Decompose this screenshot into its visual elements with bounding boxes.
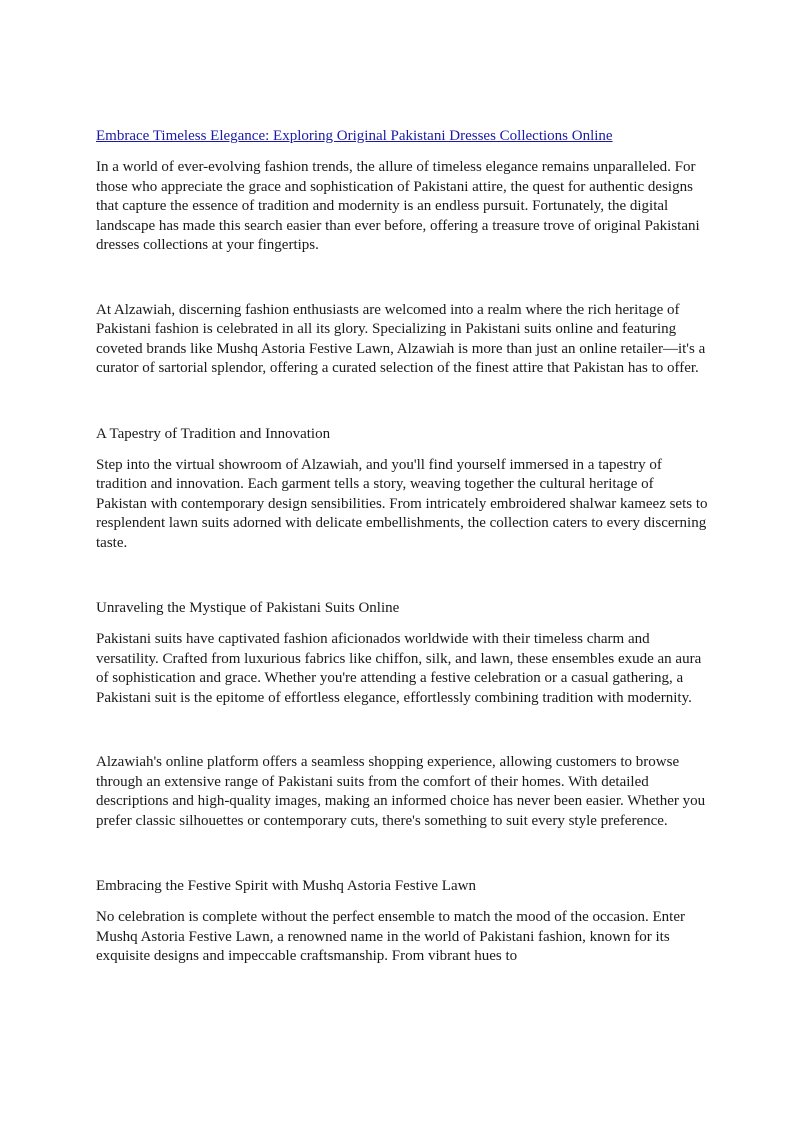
spacer (96, 379, 708, 424)
section-paragraph-tradition: Step into the virtual showroom of Alzawiah, and you'll find yourself immersed in a tapestry of tradition and innovation. Each garment tells a story, weaving together the cultural heritage of Pakistan with contemporary design sensibilities. From intricately embroidered shalwar kameez sets to resplendent lawn suits adorned with delicate embellishments, the collection caters to every discerning taste. (96, 456, 708, 551)
spacer (96, 831, 708, 876)
spacer (96, 708, 708, 753)
spacer (96, 256, 708, 301)
article-title-link[interactable]: Embrace Timeless Elegance: Exploring Original Pakistani Dresses Collections Online (96, 128, 613, 144)
section-heading-tradition: A Tapestry of Tradition and Innovation (96, 425, 331, 442)
section-heading-suits: Unraveling the Mystique of Pakistani Suits Online (96, 600, 400, 616)
spacer (96, 553, 708, 598)
section-paragraph-suits-1: Pakistani suits have captivated fashion aficionados worldwide with their timeless charm and versatility. Crafted from luxurious fabrics like chiffon, silk, and lawn, these ensembles exude an aura of sophistication and grace. Whether you're attending a festive celebration or a casual gathering, a Pakistani suit is the epitome of effortless elegance, effortlessly combining tradition with modernity. (96, 631, 702, 706)
intro-paragraph: In a world of ever-evolving fashion trends, the allure of timeless elegance remains unparalleled. For those who appreciate the grace and sophistication of Pakistani attire, the quest for authentic designs that capture the essence of tradition and modernity is an endless pursuit. Fortunately, the digital landscape has made this search easier than ever before, offering a treasure trove of original Pakistani dresses collections at your fingertips. (96, 159, 700, 253)
section-heading-festive: Embracing the Festive Spirit with Mushq Astoria Festive Lawn (96, 878, 476, 894)
spacer (96, 896, 708, 908)
section-paragraph-suits-2: Alzawiah's online platform offers a seamless shopping experience, allowing customers to browse through an extensive range of Pakistani suits from the comfort of their homes. With detailed descriptions and high-quality images, making an informed choice has never been easier. Whether you prefer classic silhouettes or contemporary cuts, there's something to suit every style preference. (96, 754, 706, 829)
spacer (96, 444, 708, 456)
section-paragraph-festive: No celebration is complete without the perfect ensemble to match the mood of the occasion. Enter Mushq Astoria Festive Lawn, a renowned name in the world of Pakistani fashion, known for its exquisite designs and impeccable craftsmanship. From vibrant hues to (96, 909, 685, 964)
spacer (96, 618, 708, 630)
document-page (96, 126, 708, 967)
about-paragraph: At Alzawiah, discerning fashion enthusiasts are welcomed into a realm where the rich heritage of Pakistani fashion is celebrated in all its glory. Specializing in Pakistani suits online and featuring coveted brands like Mushq Astoria Festive Lawn, Alzawiah is more than just an online retailer—it's a curator of sartorial splendor, offering a curated selection of the finest attire that Pakistan has to offer. (96, 301, 706, 376)
